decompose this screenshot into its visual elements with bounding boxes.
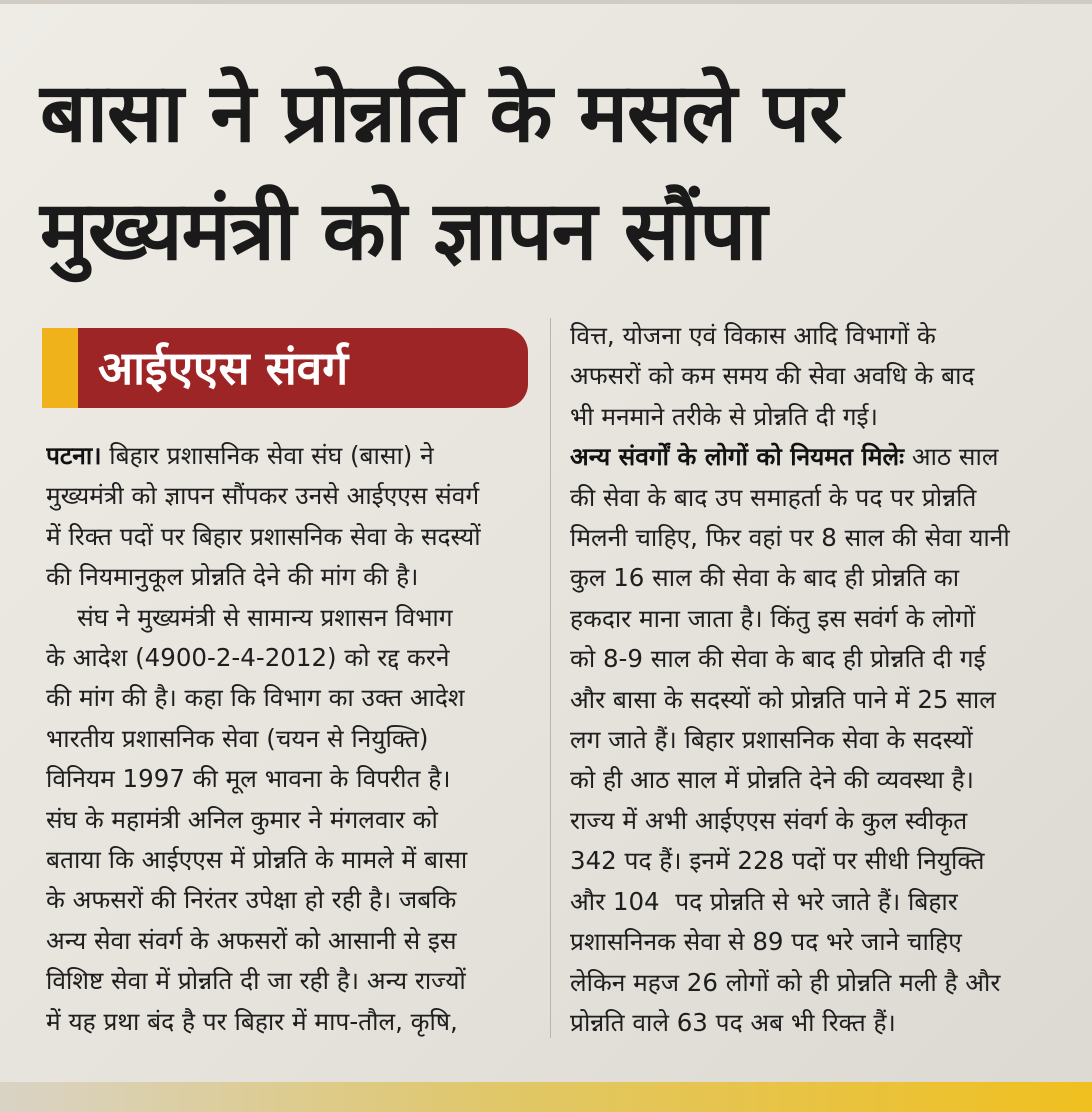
article-column-right bbox=[570, 316, 1060, 1043]
dateline: पटना। bbox=[46, 441, 102, 470]
article-line: बताया कि आईएएस में प्रोन्नति के मामले में बासा bbox=[46, 845, 468, 875]
subheading-tail: आठ साल bbox=[904, 442, 999, 472]
article-line: प्रशासनिनक सेवा से 89 पद भरे जाने चाहिए bbox=[570, 927, 962, 957]
article-line: के आदेश (4900-2-4-2012) को रद्द करने bbox=[46, 643, 450, 673]
article-line-text: बिहार प्रशासनिक सेवा संघ (बासा) ने bbox=[101, 441, 434, 470]
subheading: अन्य संवर्गों के लोगों को नियमत मिलेः bbox=[570, 442, 905, 472]
article-line: और 104 पद प्रोन्नति से भरे जाते हैं। बिहार bbox=[570, 886, 958, 916]
article-line: संघ के महामंत्री अनिल कुमार ने मंगलवार को bbox=[46, 804, 438, 834]
article-line: अफसरों को कम समय की सेवा अवधि के बाद bbox=[570, 361, 975, 391]
article-line: को 8-9 साल की सेवा के बाद ही प्रोन्नति दी गई bbox=[570, 644, 986, 674]
article-line: कुल 16 साल की सेवा के बाद ही प्रोन्नति का bbox=[570, 563, 960, 593]
article-line: की सेवा के बाद उप समाहर्ता के पद पर प्रोन्नति bbox=[570, 482, 977, 512]
article-line: वित्त, योजना एवं विकास आदि विभागों के bbox=[570, 321, 936, 350]
article-line: भी मनमाने तरीके से प्रोन्नति दी गई। bbox=[570, 401, 878, 431]
column-divider bbox=[550, 318, 551, 1038]
headline-line-2: मुख्यमंत्री को ज्ञापन सौंपा bbox=[40, 184, 767, 279]
section-tag-label: आईएएस संवर्ग bbox=[98, 341, 349, 395]
article-line: विनियम 1997 की मूल भावना के विपरीत है। bbox=[46, 764, 451, 794]
article-line: प्रोन्नति वाले 63 पद अब भी रिक्त हैं। bbox=[570, 1007, 896, 1037]
subheading-line bbox=[570, 437, 1060, 477]
article-line: अन्य सेवा संवर्ग के अफसरों को आसानी से इस bbox=[46, 925, 457, 955]
article-line: मिलनी चाहिए, फिर वहां पर 8 साल की सेवा यानी bbox=[570, 523, 1010, 553]
article-line: और बासा के सदस्यों को प्रोन्नति पाने में 25 साल bbox=[570, 684, 996, 714]
article-line: भारतीय प्रशासनिक सेवा (चयन से नियुक्ति) bbox=[46, 723, 429, 753]
article-line: विशिष्ट सेवा में प्रोन्नति दी जा रही है। अन्य राज्यों bbox=[46, 966, 466, 996]
article-line: 342 पद हैं। इनमें 228 पदों पर सीधी नियुक्ति bbox=[570, 846, 985, 876]
article-line: लग जाते हैं। बिहार प्रशासनिक सेवा के सदस्यों bbox=[570, 725, 973, 755]
headline-line-1: बासा ने प्रोन्नति के मसले पर bbox=[40, 66, 842, 161]
article-line: में रिक्त पदों पर बिहार प्रशासनिक सेवा के सदस्यों bbox=[46, 521, 481, 551]
article-line bbox=[46, 436, 536, 476]
article-line: की नियमानुकूल प्रोन्नति देने की मांग की है। bbox=[46, 562, 419, 592]
article-line: लेकिन महज 26 लोगों को ही प्रोन्नति मली है और bbox=[570, 967, 1001, 997]
article-line: मुख्यमंत्री को ज्ञापन सौंपकर उनसे आईएएस संवर्ग bbox=[46, 481, 480, 511]
headline bbox=[40, 55, 1050, 291]
article-line: राज्य में अभी आईएएस संवर्ग के कुल स्वीकृत bbox=[570, 805, 968, 835]
article-line: के अफसरों की निरंतर उपेक्षा हो रही है। जबकि bbox=[46, 885, 457, 915]
article-line: में यह प्रथा बंद है पर बिहार में माप-तौल, कृषि, bbox=[46, 1006, 458, 1036]
top-rule bbox=[0, 0, 1092, 4]
article-line: को ही आठ साल में प्रोन्नति देने की व्यवस्था है। bbox=[570, 765, 974, 795]
article-line: की मांग की है। कहा कि विभाग का उक्त आदेश bbox=[46, 683, 465, 713]
article-column-left bbox=[46, 436, 536, 1042]
article-line: हकदार माना जाता है। किंतु इस सवंर्ग के लोगों bbox=[570, 603, 976, 633]
bottom-color-strip bbox=[0, 1082, 1092, 1112]
article-line: संघ ने मुख्यमंत्री से सामान्य प्रशासन विभाग bbox=[46, 602, 453, 632]
